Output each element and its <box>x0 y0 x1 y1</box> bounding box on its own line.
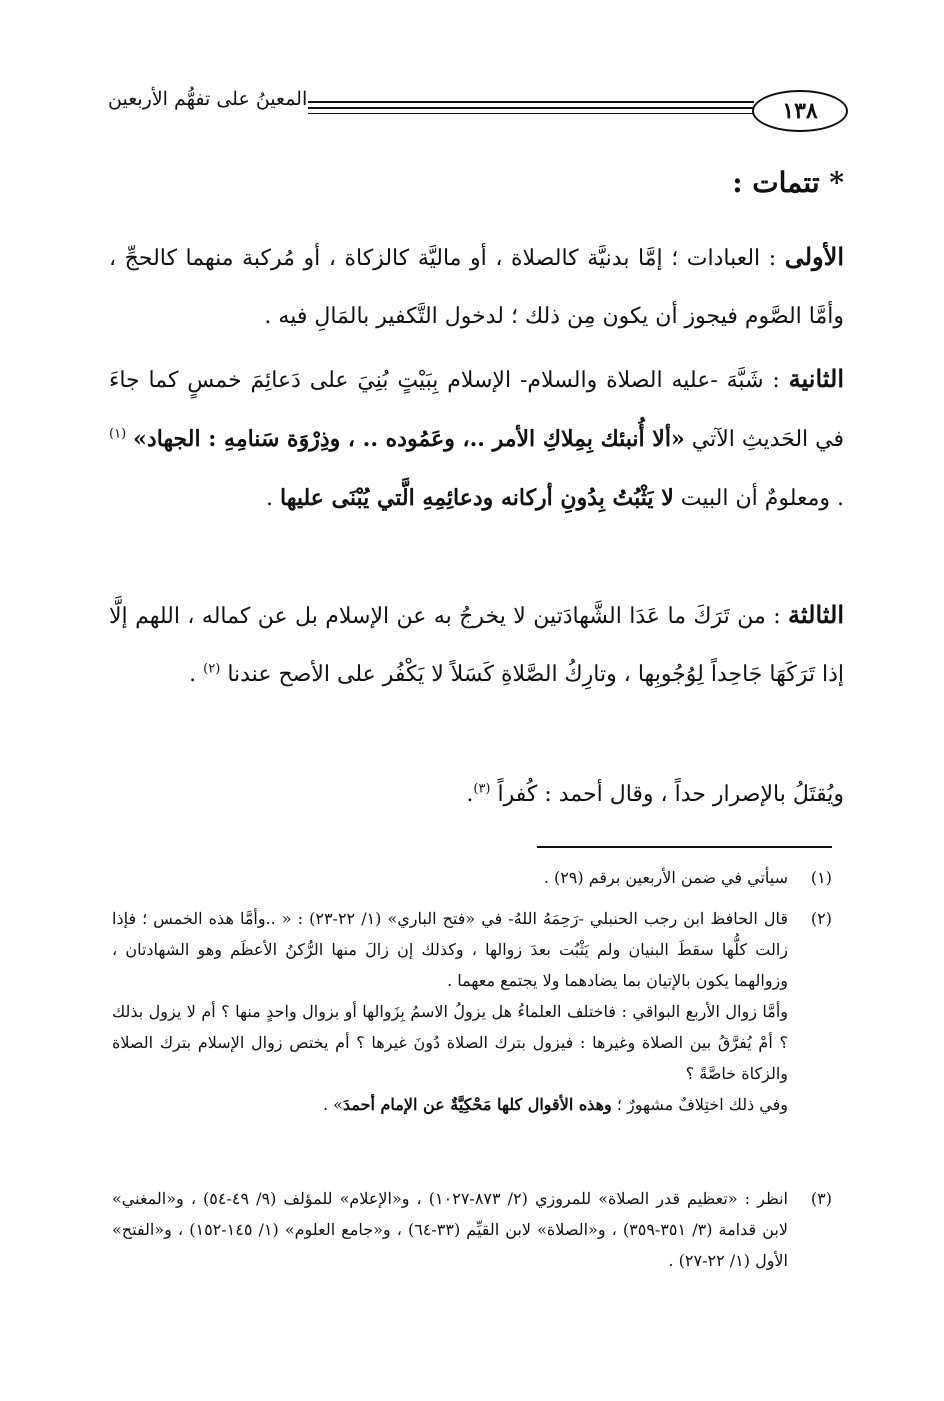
emphasis-text: لا يَثْبُتُ بِدُونِ أركانه ودعائِمِهِ الَّتي يُبْنَى عليها <box>280 485 674 511</box>
paragraph-third <box>109 586 844 704</box>
hadith-quote: «ألا أُنبئك بِمِلاكِ الأمر ..، وعَمُوده .. ، وذِرْوَة سَنامِهِ : الجهاد» <box>133 426 685 452</box>
page-header <box>108 78 848 134</box>
header-rule-bottom <box>308 113 754 114</box>
paragraph-first <box>109 228 844 346</box>
page-number: ١٣٨ <box>752 90 848 132</box>
section-title: * تتمات : <box>732 166 844 199</box>
footnote-text: قال الحافظ ابن رجب الحنبلي -رَحِمَهُ اللهُ- في «فتح الباري» (١/ ٢٢-٢٣) : « ..وأمَّا هذه الخمس ؛ فإذا زالت كلُّها سقطَ البنيان ولم يَثْبُت بعدَ زوالها ، وكذلك إن زالَ منها الرُّكنُ الأعظَم وهو الشهادتان ، وزوالهما يكون بالإتيان بما يضادهما ولا يجتمع معهما . <box>112 909 788 990</box>
footnote-number: (٣) <box>810 1189 832 1208</box>
paragraph-text: : العبادات ؛ إمَّا بدنيَّة كالصلاة ، أو ماليَّة كالزكاة ، أو مُركبة منهما كالحجِّ ، وأمَّا الصَّوم فيجوز أن يكون مِن ذلك ؛ لدخول التَّكفير بالمَالِ فيه . <box>109 246 844 329</box>
footnote-text: وأمَّا زوال الأربع البواقي : فاختلف العلماءُ هل يزولُ الاسمُ بِزَوالها أو بزوال واحدٍ منها ؟ أم لا يزول بذلك ؟ أمْ يُفرَّقُ بين الصلاة وغيرها : فيزول بترك الصلاة دُونَ غيرها ؟ أم يختص زوال الإسلام بترك الصلاة والزكاة خاصَّةً ؟ <box>112 1002 789 1083</box>
footnote-separator <box>537 846 832 848</box>
footnote-text: انظر : «تعظيم قدر الصلاة» للمروزي (٢/ ٨٧٣-١٠٢٧) ، و«الإعلام» للمؤلف (٩/ ٤٩-٥٤) ، و«المغني» لابن قدامة (٣/ ٣٥١-٣٥٩) ، و«الصلاة» لابن القيِّم (٣٣-٦٤) ، و«جامع العلوم» (١/ ١٤٥-١٥٢) ، و«الفتح» الأول (١/ ٢٢-٢٧) . <box>112 1189 789 1270</box>
footnote-text: » . <box>322 1095 343 1114</box>
paragraph-lead-first: الأولى <box>784 242 844 271</box>
footnote-number: (١) <box>810 868 832 887</box>
footnote-1 <box>112 862 832 893</box>
paragraph-second <box>109 350 844 528</box>
footnote-emphasis: وهذه الأقوال كلها مَحْكِيَّةٌ عن الإمام أحمدَ <box>342 1095 612 1114</box>
footnote-text: وفي ذلك اختِلافٌ مشهورٌ ؛ <box>611 1095 788 1114</box>
footnote-3 <box>112 1183 832 1276</box>
footnote-ref[interactable]: (٢) <box>203 661 221 677</box>
paragraph-text: : شَبَّهَ -عليه الصلاة والسلام- الإسلام بِبَيْتٍ بُنِيَ على دَعائِمَ خمسٍ كما جاءَ في الحَديثِ الآتي <box>109 368 845 452</box>
header-rule-top <box>308 101 754 103</box>
paragraph-fourth <box>109 766 844 824</box>
paragraph-text: . <box>189 662 204 687</box>
footnote-ref[interactable]: (٣) <box>473 781 491 797</box>
paragraph-text: . <box>266 486 280 511</box>
paragraph-text: ويُقتَلُ بالإصرار حداً ، وقال أحمد : كُفراً <box>497 782 844 807</box>
paragraph-text: . ومعلومٌ أن البيت <box>673 486 844 511</box>
footnote-ref[interactable]: (١) <box>109 426 127 442</box>
running-title: المعينُ على تفهُّم الأربعين <box>108 88 308 110</box>
footnote-2 <box>112 903 832 1120</box>
paragraph-text: : من تَرَكَ ما عَدَا الشَّهادَتين لا يخرجُ به عن الإسلام بل عن كماله ، اللهم إلَّا إذا تَرَكَهَا جَاحِداً لِوُجُوبِها ، وتارِكُ الصَّلاةِ كَسَلاً لا يَكْفُر على الأصح عندنا <box>109 604 844 687</box>
footnote-number: (٢) <box>810 909 832 928</box>
paragraph-text: . <box>466 782 474 807</box>
footnote-text: سيأتي في ضمن الأربعين برقم (٢٩) . <box>543 868 788 887</box>
paragraph-lead-third: الثالثة <box>788 600 844 629</box>
header-rule-middle <box>308 107 754 109</box>
footnote-body <box>112 903 788 1120</box>
footnote-line <box>112 1089 788 1120</box>
paragraph-lead-second: الثانية <box>788 364 844 393</box>
